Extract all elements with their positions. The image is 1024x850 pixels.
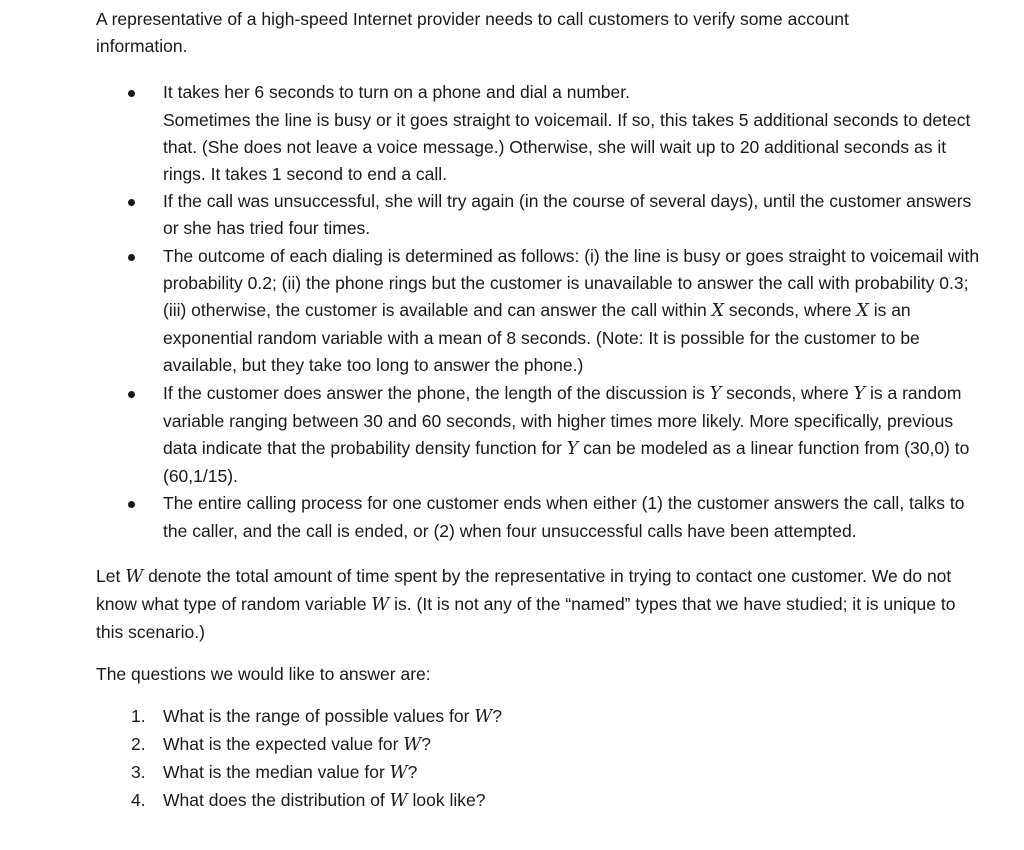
question-item	[96, 703, 986, 731]
bullet-item-discussion	[96, 380, 986, 491]
bullet-item-retry	[96, 188, 986, 242]
bullet-dot-icon	[128, 199, 135, 206]
question-text: ?	[492, 705, 503, 726]
paragraph-text: is. (It is not any of the “named” types that we have studied; it is unique to this scenario.)	[96, 594, 956, 643]
question-text: ?	[407, 762, 418, 783]
math-variable: W	[474, 706, 493, 727]
document-body	[96, 6, 986, 815]
bullet-text: The entire calling process for one customer ends when either (1) the customer answers the call, talks to the caller, and the call is ended, or (2) when four unsuccessful calls have been attempted.	[163, 493, 965, 541]
math-variable: W	[389, 763, 408, 784]
bullet-text: It takes her 6 seconds to turn on a phone and dial a number.	[163, 82, 630, 103]
bullet-dot-icon	[128, 501, 135, 508]
bullet-text: seconds, where	[721, 382, 854, 403]
bullet-text: If the customer does answer the phone, the length of the discussion is	[163, 382, 710, 403]
question-number: 4.	[131, 790, 146, 811]
question-text: What is the median value for	[163, 762, 390, 783]
question-text: What does the distribution of	[163, 790, 390, 811]
question-text: look like?	[407, 790, 486, 811]
math-variable: X	[711, 301, 725, 322]
math-variable: W	[403, 734, 422, 755]
math-variable: X	[856, 301, 869, 322]
bullet-text: The outcome of each dialing is determined as follows: (i) the line is busy or goes straight to voicemail with probability 0.2; (ii) the phone rings but the customer is unavailable to answer the call with probability 0.3; (iii) otherwise, the customer is available and can answer the call within	[163, 245, 980, 321]
math-variable: W	[125, 566, 144, 587]
math-variable: W	[389, 791, 408, 812]
question-item	[96, 787, 986, 815]
questions-intro: The questions we would like to answer are:	[96, 664, 431, 685]
bullet-list	[96, 79, 986, 544]
math-variable: Y	[709, 383, 722, 404]
question-number: 1.	[131, 705, 146, 726]
math-variable: Y	[853, 383, 866, 404]
question-number: 2.	[131, 733, 146, 754]
bullet-dot-icon	[128, 254, 135, 261]
bullet-dot-icon	[128, 391, 135, 398]
bullet-item-dialing	[96, 79, 986, 188]
question-list	[96, 703, 986, 816]
question-item	[96, 759, 986, 787]
bullet-text: If the call was unsuccessful, she will try again (in the course of several days), until the customer answers or she has tried four times.	[163, 191, 972, 239]
bullet-text: is a random variable ranging between 30 and 60 seconds, with higher times more likely. More specifically, previous data indicate that the probability density function for	[163, 382, 962, 459]
question-text: What is the range of possible values for	[163, 705, 475, 726]
math-variable: Y	[566, 439, 579, 460]
bullet-dot-icon	[128, 90, 135, 97]
question-number: 3.	[131, 762, 146, 783]
question-item	[96, 731, 986, 759]
bullet-text: can be modeled as a linear function from (30,0) to (60,1/15).	[163, 438, 970, 487]
bullet-text: is an exponential random variable with a mean of 8 seconds. (Note: It is possible for the customer to be available, but they take too long to answer the phone.)	[163, 300, 920, 376]
intro-paragraph	[96, 6, 986, 60]
question-text: ?	[421, 733, 432, 754]
intro-line-1: A representative of a high-speed Internet provider needs to call customers to verify some account	[96, 9, 849, 29]
bullet-text: Sometimes the line is busy or it goes straight to voicemail. If so, this takes 5 additional seconds to detect that. (She does not leave a voice message.) Otherwise, she will wait up to 20 additional seconds as it rings. It takes 1 second to end a call.	[163, 109, 971, 185]
bullet-text: seconds, where	[724, 300, 857, 321]
paragraph-text: denote the total amount of time spent by the representative in trying to contact one customer. We do not know what type of random variable	[96, 565, 952, 615]
paragraph-text: Let	[96, 565, 126, 586]
math-variable: W	[371, 595, 390, 616]
intro-line-2: information.	[96, 36, 188, 57]
bullet-item-outcome	[96, 243, 986, 380]
definition-paragraph	[96, 563, 986, 647]
bullet-item-process-end	[96, 490, 986, 544]
question-text: What is the expected value for	[163, 733, 404, 754]
